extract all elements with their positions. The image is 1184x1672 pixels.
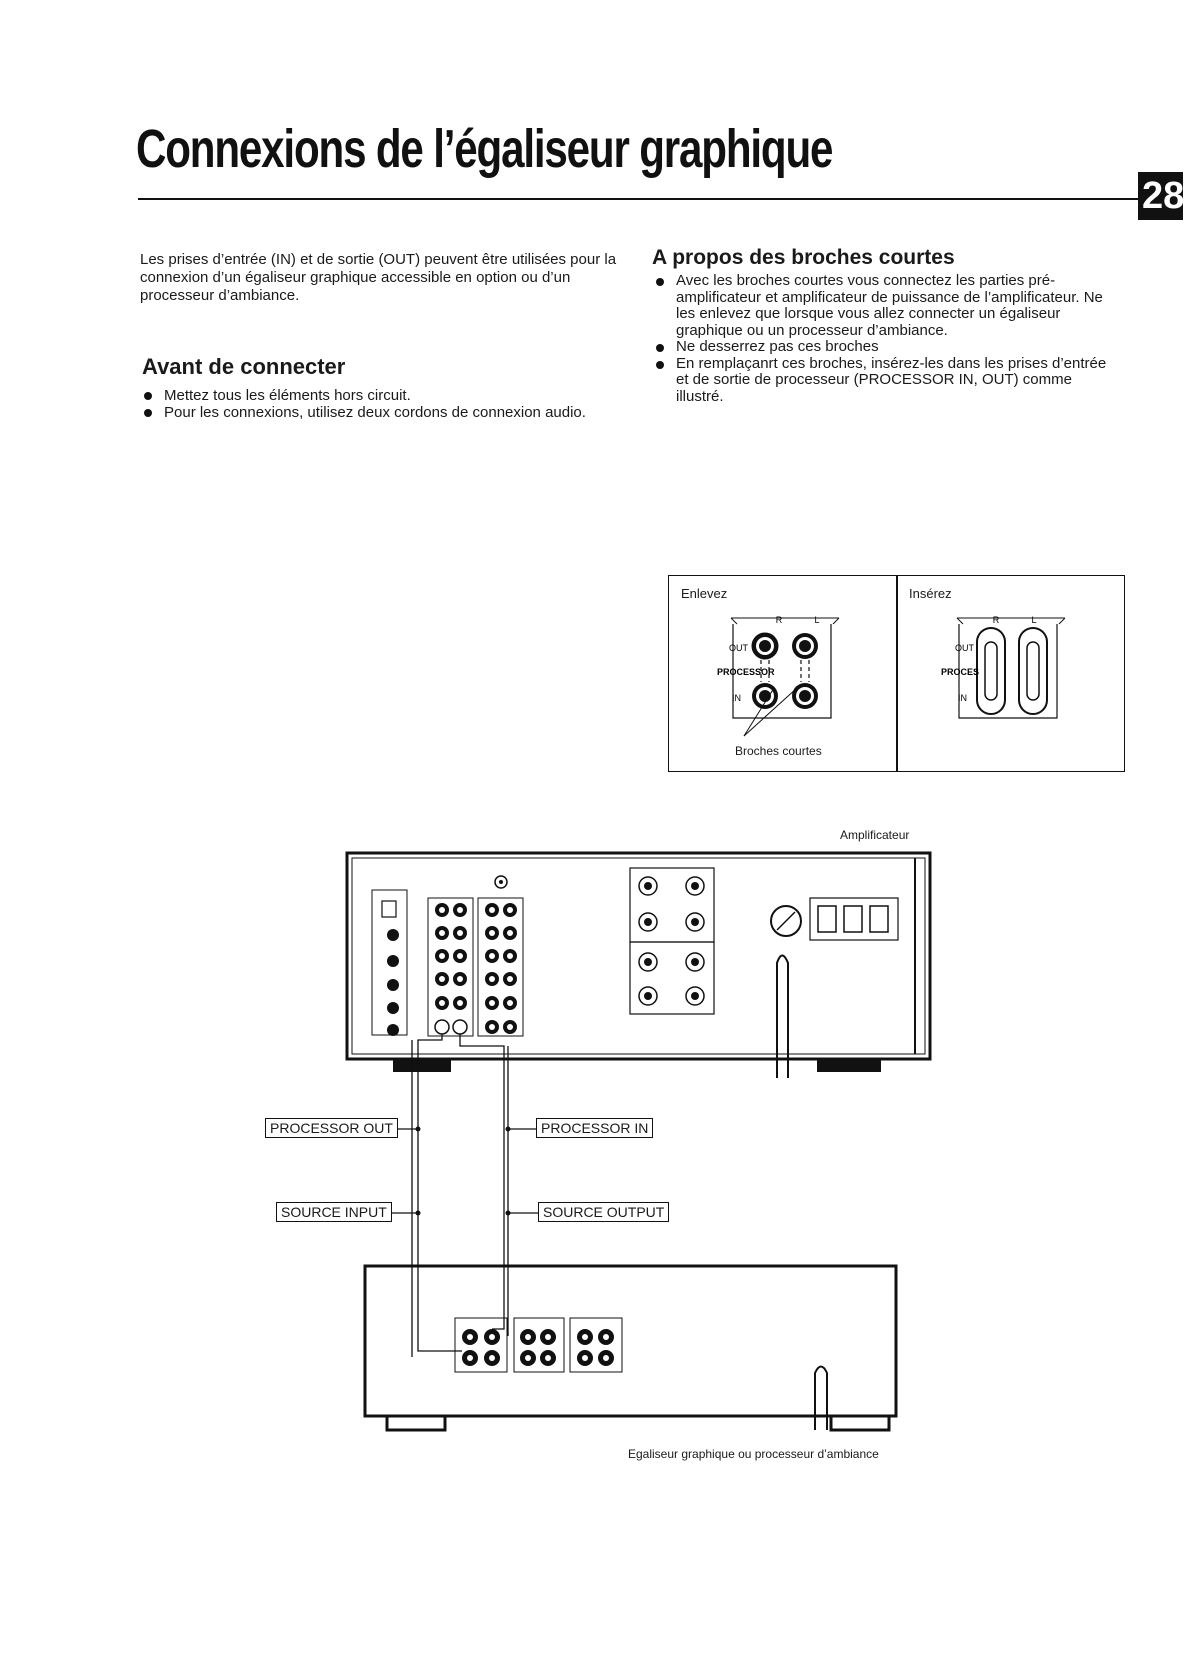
remove-label: Enlevez <box>681 586 728 601</box>
in-label: IN <box>732 693 741 703</box>
processor-label: PROCES <box>941 667 980 677</box>
source-output-tag: SOURCE OUTPUT <box>538 1202 669 1222</box>
equalizer-label: Egaliseur graphique ou processeur d’ambiance <box>628 1447 879 1461</box>
out-label: OUT <box>729 643 748 653</box>
connection-cables <box>385 1034 538 1357</box>
source-input-tag: SOURCE INPUT <box>276 1202 392 1222</box>
insert-label: Insérez <box>909 586 952 601</box>
equalizer-rear-panel <box>365 1266 896 1430</box>
list-item: Mettez tous les éléments hors circuit. <box>140 387 630 404</box>
page-title: Connexions de l’égaliseur graphique <box>136 119 833 179</box>
speaker-terminals <box>639 877 704 1005</box>
list-item: Avec les broches courtes vous connectez les parties pré-amplificateur et amplificateur de puissance de l’amplificateur. Ne les enlevez que lorsque vous allez connecter un égaliseur graphique ou un processeur d’ambiance. <box>652 273 1118 339</box>
processor-out-tag: PROCESSOR OUT <box>265 1118 398 1138</box>
out-label: OUT <box>955 643 974 653</box>
processor-label: PROCESSOR <box>717 667 775 677</box>
processor-out-jack <box>435 1020 449 1034</box>
processor-in-jack <box>453 1020 467 1034</box>
l-label: L <box>1031 615 1037 625</box>
page-number-tab: 28 <box>1138 172 1183 220</box>
amplifier-label: Amplificateur <box>840 828 910 842</box>
list-item: Ne desserrez pas ces broches <box>652 339 1118 356</box>
in-label: IN <box>958 693 967 703</box>
l-label: L <box>814 615 820 625</box>
short-pins-caption: Broches courtes <box>735 744 822 758</box>
ac-outlets <box>810 898 898 940</box>
processor-in-tag: PROCESSOR IN <box>536 1118 653 1138</box>
r-label: R <box>775 615 783 625</box>
intro-paragraph: Les prises d’entrée (IN) et de sortie (OUT) peuvent être utilisées pour la connexion d’un égaliseur graphique accessible en option ou d’un processeur d’ambiance. <box>140 251 617 304</box>
r-label: R <box>992 615 1000 625</box>
amp-jack-grid <box>435 903 517 1034</box>
eq-jack-grid <box>462 1329 614 1366</box>
section-heading-propos: A propos des broches courtes <box>652 246 955 269</box>
list-item: En remplaçanrt ces broches, insérez-les dans les prises d’entrée et de sortie de processeur (PROCESSOR IN, OUT) comme illustré. <box>652 356 1118 406</box>
section-heading-avant: Avant de connecter <box>142 354 346 379</box>
amplifier-rear-panel <box>347 853 930 1078</box>
list-item: Pour les connexions, utilisez deux cordons de connexion audio. <box>140 404 630 421</box>
